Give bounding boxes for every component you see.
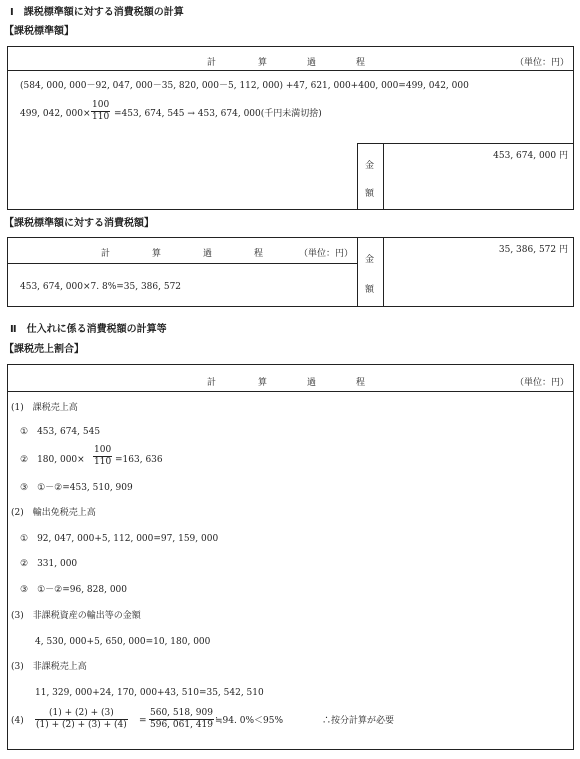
tax-base-label: 【課税標準額】 (4, 26, 74, 37)
taxable-sales-ratio-label: 【課税売上割合】 (4, 344, 84, 355)
ratio-header-3: 過 (307, 378, 317, 388)
tax-base-header-line (7, 70, 574, 71)
taxable-sales-ratio-header-line (7, 391, 574, 392)
ratio-item-2-3: ③ ①－②=96, 828, 000 (20, 585, 127, 595)
ratio-item-1-2-den: 110 (94, 457, 112, 467)
consumption-tax-header-4: 程 (254, 249, 264, 259)
ratio-item-5-den: (1) + (2) + (3) + (4) (36, 720, 127, 730)
ratio-item-2-2: ② 331, 000 (20, 559, 78, 569)
consumption-tax-label: 【課税標準額に対する消費税額】 (4, 218, 154, 229)
tax-base-amount-left-line (357, 143, 358, 210)
ratio-item-5-note: ∴按分計算が必要 (322, 716, 395, 726)
ratio-item-1: (1) 課税売上高 (11, 403, 78, 413)
consumption-tax-box (7, 237, 574, 307)
ratio-item-1-2-pre: ② 180, 000× (20, 455, 85, 465)
ratio-item-5-fraction (35, 709, 128, 730)
ratio-item-3: (3) 非課税資産の輸出等の金額 (11, 611, 141, 621)
tax-base-line2-post: =453, 674, 545 → 453, 674, 000(千円未満切捨) (114, 109, 322, 119)
consumption-tax-unit: （単位：円） (299, 249, 354, 259)
ratio-item-2: (2) 輸出免税売上高 (11, 508, 96, 518)
section1-title: Ⅰ 課税標準額に対する消費税額の計算 (10, 7, 184, 18)
consumption-tax-amount-label-2: 額 (365, 285, 375, 295)
consumption-tax-header-2: 算 (152, 249, 162, 259)
ratio-item-1-3: ③ ①－②=453, 510, 909 (20, 483, 133, 493)
tax-base-amount-label-2: 額 (365, 189, 375, 199)
consumption-tax-header-line (7, 263, 357, 264)
ratio-item-2-1: ① 92, 047, 000+5, 112, 000=97, 159, 000 (20, 534, 219, 544)
tax-base-header-1: 計 (207, 58, 217, 68)
tax-base-line2-pre: 499, 042, 000× (20, 109, 91, 119)
tax-base-amount-label-1: 金 (365, 161, 375, 171)
consumption-tax-amount: 35, 386, 572 円 (498, 245, 568, 255)
tax-base-amount-mid-line (383, 143, 384, 210)
ratio-unit: （単位：円） (515, 378, 570, 388)
tax-base-header-4: 程 (356, 58, 366, 68)
ratio-header-1: 計 (207, 378, 217, 388)
ratio-item-1-2-fraction (93, 446, 112, 467)
ratio-item-1-1: ① 453, 674, 545 (20, 427, 101, 437)
ratio-header-2: 算 (258, 378, 268, 388)
tax-base-fraction-den: 110 (92, 112, 110, 122)
ratio-item-5-num2: 560, 518, 909 (150, 708, 213, 718)
tax-base-amount: 453, 674, 000 円 (493, 151, 568, 161)
ratio-item-5-fraction2 (149, 709, 214, 730)
tax-base-unit: （単位：円） (515, 58, 570, 68)
consumption-tax-amount-left-line (357, 237, 358, 307)
tax-base-amount-top-line (357, 143, 574, 144)
tax-base-line1: (584, 000, 000－92, 047, 000－35, 820, 000－5, 112, 000) +47, 621, 000+400, 000=499, 042, 000 (20, 81, 469, 91)
consumption-tax-amount-mid-line (383, 237, 384, 307)
ratio-item-5-post: ≒94. 0%＜95% (215, 716, 283, 726)
ratio-header-4: 程 (356, 378, 366, 388)
ratio-item-5-den2: 596, 061, 419 (150, 720, 213, 730)
tax-base-fraction (91, 101, 110, 122)
consumption-tax-header-3: 過 (203, 249, 213, 259)
section2-title: Ⅱ 仕入れに係る消費税額の計算等 (10, 324, 167, 335)
ratio-item-4: (3) 非課税売上高 (11, 662, 87, 672)
tax-base-header-3: 過 (307, 58, 317, 68)
ratio-item-3-1: 4, 530, 000+5, 650, 000=10, 180, 000 (35, 637, 211, 647)
ratio-item-5-eq: = (139, 716, 147, 726)
consumption-tax-amount-label-1: 金 (365, 255, 375, 265)
tax-base-fraction-num: 100 (92, 100, 110, 110)
consumption-tax-line1: 453, 674, 000×7. 8%=35, 386, 572 (20, 282, 182, 292)
ratio-item-5-num: (1) + (2) + (3) (49, 708, 114, 718)
consumption-tax-header-1: 計 (101, 249, 111, 259)
ratio-item-5-label: (4) (11, 716, 24, 726)
ratio-item-1-2-num: 100 (94, 445, 112, 455)
ratio-item-1-2-post: =163, 636 (115, 455, 163, 465)
tax-base-header-2: 算 (258, 58, 268, 68)
ratio-item-4-1: 11, 329, 000+24, 170, 000+43, 510=35, 542, 510 (35, 688, 264, 698)
